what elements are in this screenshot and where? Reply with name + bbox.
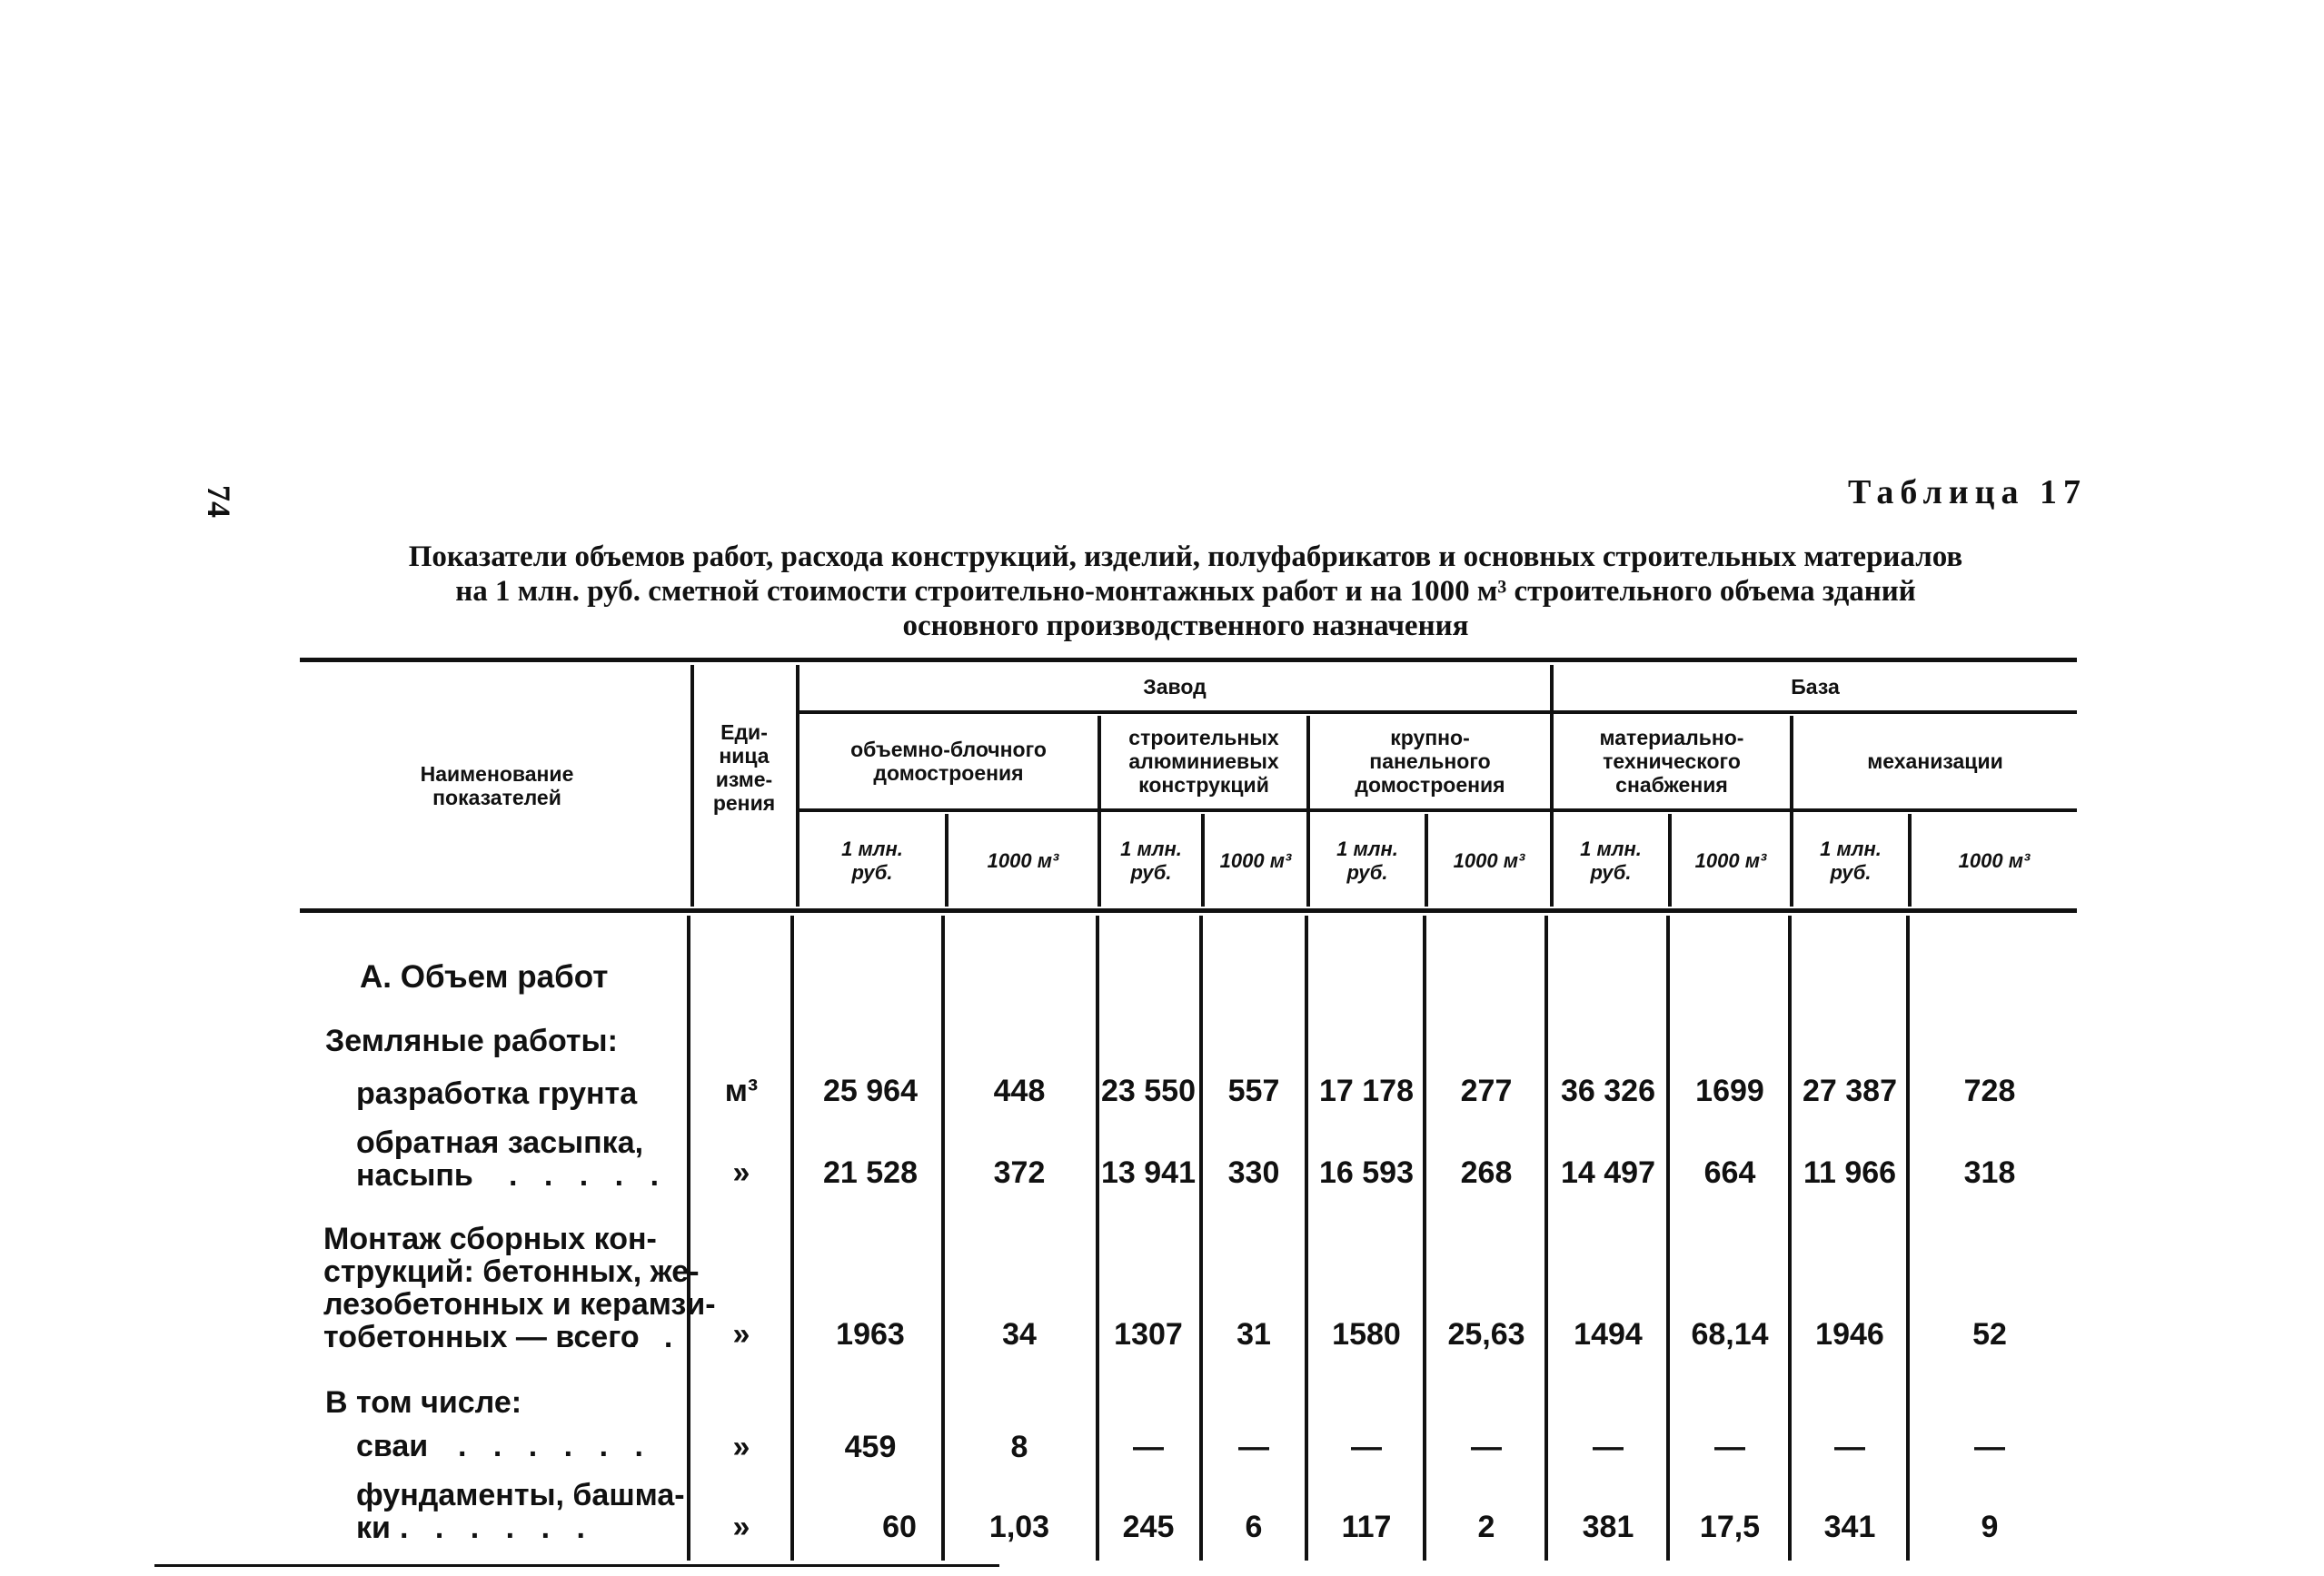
table-top-rule	[300, 658, 2077, 662]
cell-r1-c8: 1699	[1695, 1074, 1764, 1108]
header-sub-mechanization: механизации	[1867, 749, 2003, 773]
sub-rule	[799, 808, 2077, 812]
cell-r5-c5: 117	[1341, 1510, 1392, 1544]
header-per-mln-1: 1 млн. руб.	[841, 838, 903, 884]
cell-r1-c10: 728	[1963, 1074, 2016, 1108]
cell-r2-c2: 372	[993, 1155, 1046, 1190]
title-line-2: на 1 млн. руб. сметной стоимости строительно-монтажных работ и на 1000 м³ строительного объема зданий	[455, 575, 1916, 608]
cell-r4-c2: 8	[1010, 1430, 1028, 1464]
cell-r2-c3: 13 941	[1101, 1155, 1196, 1190]
cell-r5-c3: 245	[1122, 1510, 1175, 1544]
header-per-mln-5: 1 млн. руб.	[1820, 838, 1882, 884]
header-group-zavod: Завод	[1143, 675, 1207, 699]
group-rule-baza	[1554, 710, 2077, 714]
cell-r4-c1: 459	[844, 1430, 897, 1464]
cell-r3-c2: 34	[1002, 1317, 1037, 1352]
page-bottom-rule	[154, 1564, 999, 1567]
group-rule-zavod	[799, 710, 1550, 714]
cell-r4-c9: —	[1834, 1430, 1865, 1464]
cell-r2-c9: 11 966	[1803, 1155, 1897, 1190]
table-label: Таблица 17	[1848, 473, 2088, 511]
cell-r1-c5: 17 178	[1319, 1074, 1414, 1108]
cell-r4-c10: —	[1974, 1430, 2005, 1464]
title-line-1: Показатели объемов работ, расхода конструкций, изделий, полуфабрикатов и основных строительных материалов	[408, 540, 1963, 573]
cell-r3-c8: 68,14	[1691, 1317, 1769, 1352]
row-foundations-label: фундаменты, башма- ки	[356, 1478, 685, 1545]
cell-r5-c7: 381	[1582, 1510, 1634, 1544]
cell-r2-c10: 318	[1963, 1155, 2016, 1190]
cell-r2-c5: 16 593	[1319, 1155, 1414, 1190]
row-excavation-label: разработка грунта	[356, 1076, 638, 1111]
cell-r3-c7: 1494	[1574, 1317, 1643, 1352]
cell-r1-c1: 25 964	[823, 1074, 918, 1108]
cell-r3-c3: 1307	[1114, 1317, 1183, 1352]
header-per-1000-3: 1000 м³	[1453, 849, 1525, 872]
cell-r4-c6: —	[1471, 1430, 1502, 1464]
table-title	[309, 540, 2062, 643]
header-per-1000-4: 1000 м³	[1694, 849, 1767, 872]
cell-r5-c8: 17,5	[1699, 1510, 1761, 1544]
row-piles-dots: . . . . . .	[458, 1429, 652, 1463]
row-backfill-label: обратная засыпка, насыпь	[356, 1125, 644, 1193]
cell-r1-c3: 23 550	[1101, 1074, 1196, 1108]
title-line-3: основного производственного назначения	[902, 610, 1469, 642]
row-assembly-dots: . .	[629, 1320, 682, 1354]
cell-r1-c4: 557	[1227, 1074, 1280, 1108]
cell-r1-c2: 448	[993, 1074, 1046, 1108]
cell-r4-c4: —	[1238, 1430, 1269, 1464]
header-per-1000-2: 1000 м³	[1219, 849, 1292, 872]
cell-r3-c9: 1946	[1815, 1317, 1884, 1352]
cell-r5-c10: 9	[1981, 1510, 1999, 1544]
header-per-mln-4: 1 млн. руб.	[1580, 838, 1642, 884]
row-backfill-dots: . . . . .	[509, 1158, 669, 1193]
cell-r3-c10: 52	[1972, 1317, 2007, 1352]
page-number: 74	[201, 485, 237, 518]
header-sub-supply: материально- технического снабжения	[1599, 726, 1744, 797]
cell-r2-c6: 268	[1460, 1155, 1513, 1190]
cell-r4-c3: —	[1133, 1430, 1164, 1464]
header-sub-aluminium: строительных алюминиевых конструкций	[1128, 726, 1279, 797]
cell-r4-c7: —	[1593, 1430, 1624, 1464]
cell-r5-c2: 1,03	[988, 1510, 1050, 1544]
row-foundations-unit: »	[732, 1510, 750, 1544]
header-group-baza: База	[1791, 675, 1840, 699]
header-sub-large-panel: крупно- панельного домостроения	[1355, 726, 1505, 797]
header-per-mln-3: 1 млн. руб.	[1336, 838, 1398, 884]
cell-r2-c1: 21 528	[823, 1155, 918, 1190]
row-excavation-unit: м³	[724, 1074, 759, 1108]
header-name-column: Наименование показателей	[420, 762, 574, 809]
cell-r3-c1: 1963	[836, 1317, 905, 1352]
cell-r4-c8: —	[1714, 1430, 1745, 1464]
cell-r2-c8: 664	[1703, 1155, 1756, 1190]
earthworks-heading: Земляные работы:	[325, 1024, 618, 1058]
header-bottom-rule	[300, 908, 2077, 913]
cell-r5-c6: 2	[1477, 1510, 1495, 1544]
header-per-mln-2: 1 млн. руб.	[1120, 838, 1182, 884]
cell-r4-c5: —	[1351, 1430, 1382, 1464]
row-backfill-unit: »	[732, 1155, 750, 1190]
header-per-1000-1: 1000 м³	[987, 849, 1059, 872]
cell-r5-c1: 60	[882, 1510, 917, 1544]
section-a-heading: А. Объем работ	[360, 959, 609, 995]
cell-r3-c6: 25,63	[1447, 1317, 1525, 1352]
cell-r5-c9: 341	[1823, 1510, 1876, 1544]
cell-r3-c4: 31	[1236, 1317, 1271, 1352]
row-assembly-unit: »	[732, 1317, 750, 1352]
cell-r2-c7: 14 497	[1561, 1155, 1655, 1190]
cell-r5-c4: 6	[1245, 1510, 1263, 1544]
cell-r2-c4: 330	[1227, 1155, 1280, 1190]
cell-r3-c5: 1580	[1332, 1317, 1401, 1352]
cell-r1-c7: 36 326	[1561, 1074, 1655, 1108]
cell-r1-c6: 277	[1460, 1074, 1513, 1108]
including-heading: В том числе:	[325, 1385, 522, 1420]
header-per-1000-5: 1000 м³	[1958, 849, 2031, 872]
row-foundations-dots: . . . . . .	[400, 1511, 594, 1545]
row-assembly-label: Монтаж сборных кон- струкций: бетонных, же- лезобетонных и керамзи- тобетонных — всего	[323, 1222, 716, 1354]
header-sub-volume-block: объемно-блочного домостроения	[850, 738, 1047, 785]
row-piles-label: сваи	[356, 1429, 429, 1463]
cell-r1-c9: 27 387	[1803, 1074, 1897, 1108]
header-unit-column: Еди- ница изме- рения	[712, 720, 776, 815]
row-piles-unit: »	[732, 1430, 750, 1464]
